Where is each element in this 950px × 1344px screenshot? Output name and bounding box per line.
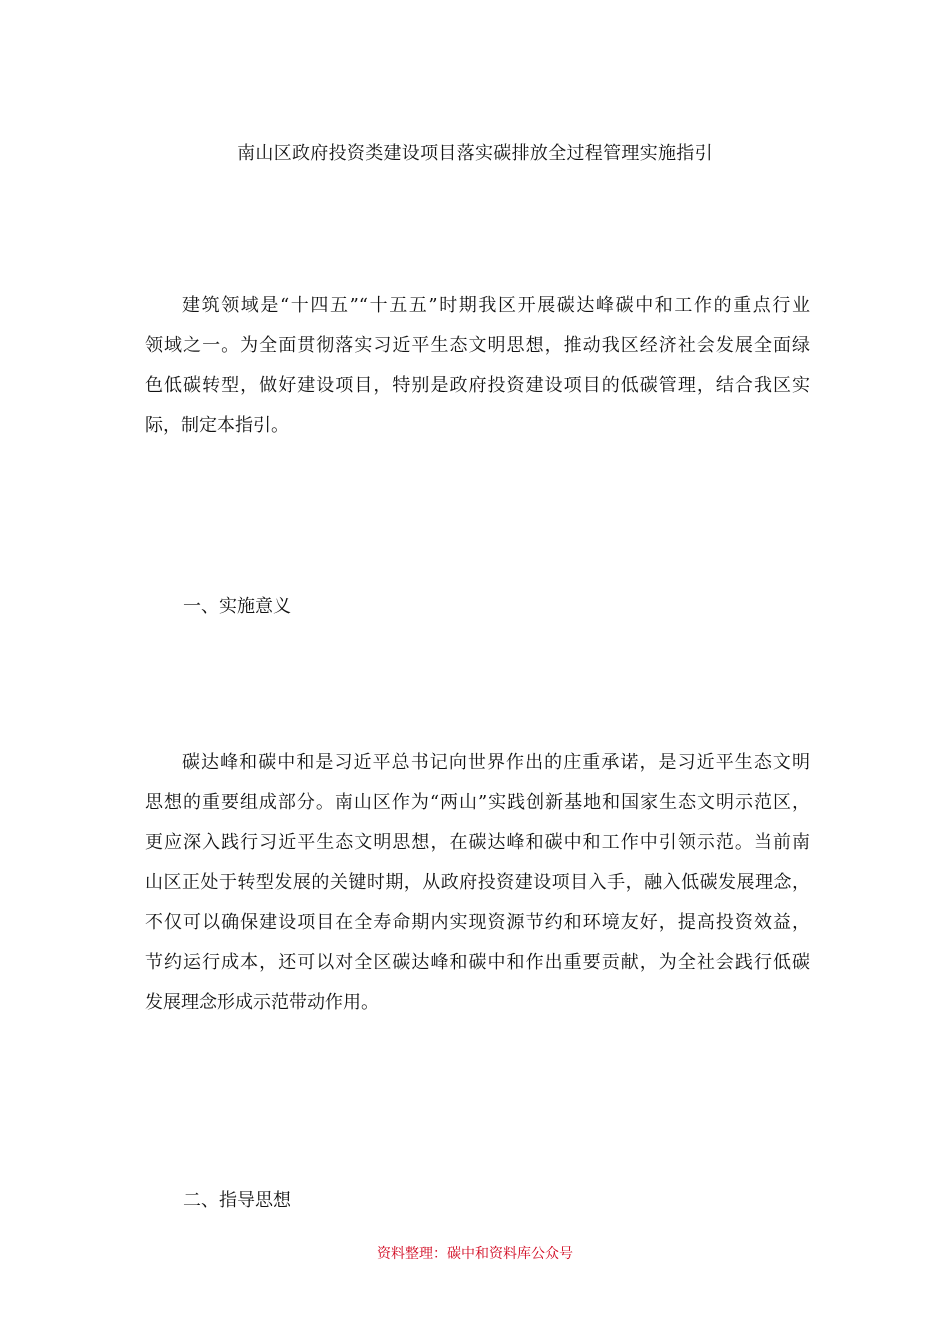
section-heading-significance: 一、实施意义: [183, 596, 291, 617]
intro-paragraph: [145, 286, 810, 446]
paragraph-line: 建筑领域是“十四五”“十五五”时期我区开展碳达峰碳中和工作的重点行业: [182, 295, 810, 316]
section-heading-guiding-ideology: 二、指导思想: [183, 1190, 291, 1211]
paragraph-line: 节约运行成本，还可以对全区碳达峰和碳中和作出重要贡献，为全社会践行低碳: [145, 952, 810, 973]
paragraph-line: 色低碳转型，做好建设项目，特别是政府投资建设项目的低碳管理，结合我区实: [145, 375, 810, 396]
paragraph-line: 思想的重要组成部分。南山区作为“两山”实践创新基地和国家生态文明示范区，: [145, 792, 810, 813]
document-title: 南山区政府投资类建设项目落实碳排放全过程管理实施指引: [237, 143, 713, 164]
paragraph-line: 更应深入践行习近平生态文明思想，在碳达峰和碳中和工作中引领示范。当前南: [145, 832, 810, 853]
paragraph-line: 发展理念形成示范带动作用。: [145, 992, 379, 1013]
paragraph-line: 碳达峰和碳中和是习近平总书记向世界作出的庄重承诺，是习近平生态文明: [182, 752, 810, 773]
source-footer-note: 资料整理：碳中和资料库公众号: [377, 1246, 573, 1262]
paragraph-line: 际，制定本指引。: [145, 415, 289, 436]
significance-paragraph: [145, 743, 810, 1023]
paragraph-line: 领域之一。为全面贯彻落实习近平生态文明思想，推动我区经济社会发展全面绿: [145, 335, 810, 356]
paragraph-line: 山区正处于转型发展的关键时期，从政府投资建设项目入手，融入低碳发展理念，: [145, 872, 810, 893]
paragraph-line: 不仅可以确保建设项目在全寿命期内实现资源节约和环境友好，提高投资效益，: [145, 912, 810, 933]
